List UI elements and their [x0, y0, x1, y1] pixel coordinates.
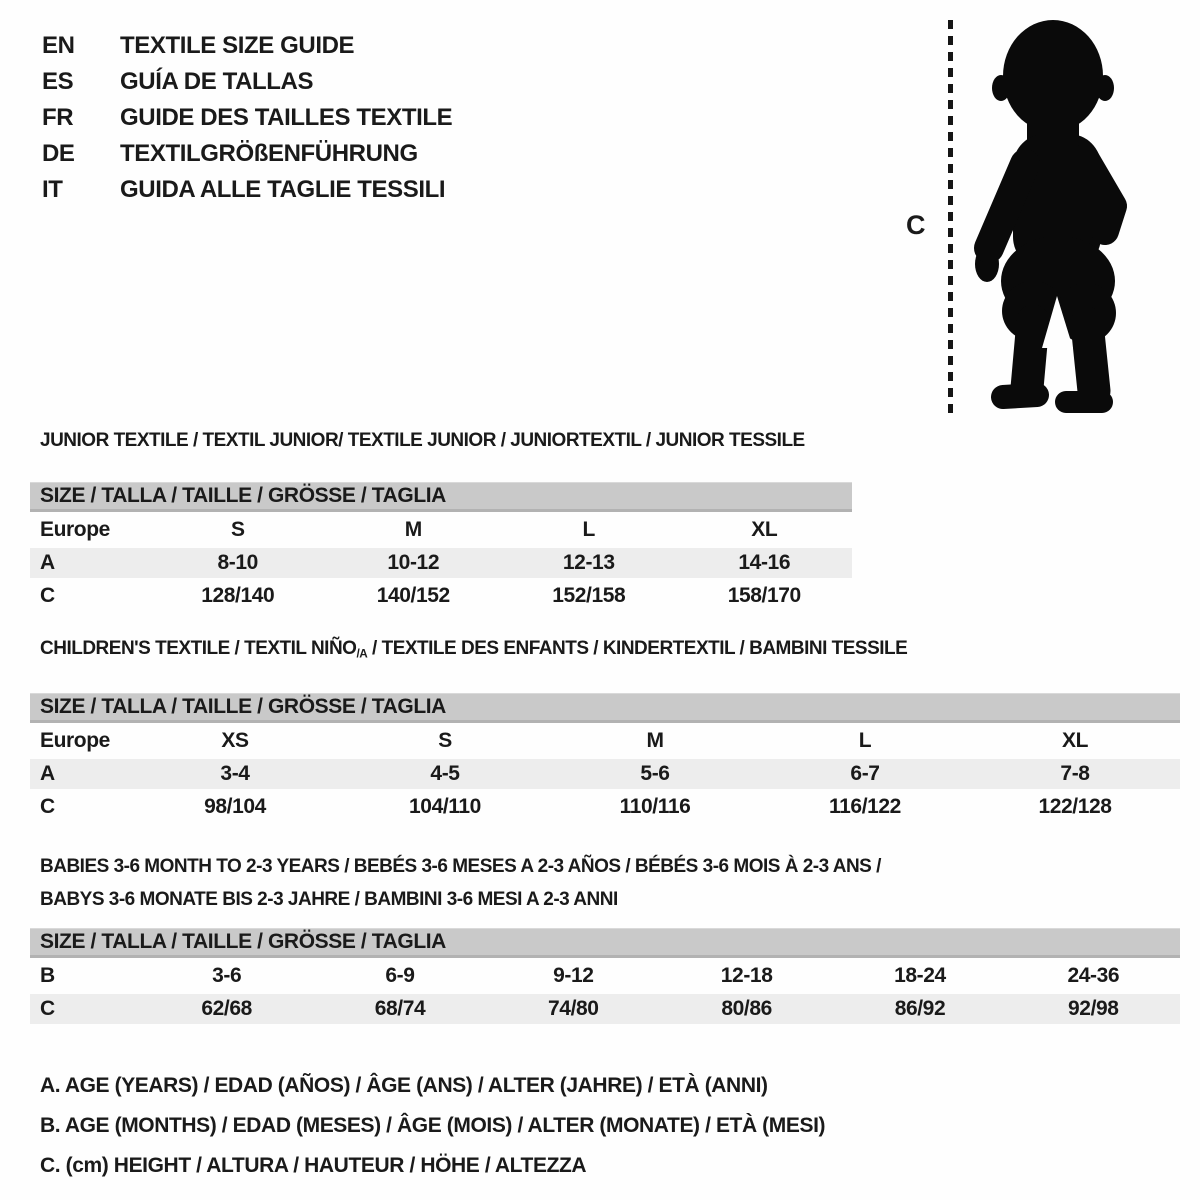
junior-table-title: JUNIOR TEXTILE / TEXTIL JUNIOR/ TEXTILE JUNIOR / JUNIORTEXTIL / JUNIOR TESSILE [40, 430, 805, 451]
children-textile-section [30, 636, 1180, 824]
children-table-title [30, 636, 1180, 667]
value-cell: 122/128 [1038, 794, 1112, 818]
lang-title: GUIDA ALLE TAGLIE TESSILI [120, 176, 446, 203]
babies-textile-section [30, 850, 1180, 1024]
babies-size-table [30, 958, 1180, 1024]
babies-table-title [30, 850, 1180, 916]
junior-size-table [30, 512, 852, 613]
lang-code: EN [42, 32, 75, 59]
value-cell: 24-36 [1067, 964, 1120, 987]
table-row-height [30, 789, 1180, 824]
table-row-europe [30, 723, 1180, 759]
value-cell: 74/80 [548, 997, 599, 1020]
value-cell: 92/98 [1068, 997, 1119, 1020]
size-header-text: SIZE / TALLA / TAILLE / GRÖSSE / TAGLIA [40, 484, 446, 507]
value-cell: 7-8 [1060, 762, 1090, 786]
table-row-age [30, 548, 852, 578]
size-header-text: SIZE / TALLA / TAILLE / GRÖSSE / TAGLIA [40, 695, 446, 719]
height-measure-line [948, 20, 953, 415]
lang-row-es [42, 64, 452, 100]
value-cell: 3-4 [220, 762, 250, 786]
row-label-cell: C [40, 794, 55, 818]
value-cell: L [858, 729, 872, 753]
row-label-cell: A [40, 551, 55, 574]
babies-title-line2: BABYS 3-6 MONATE BIS 2-3 JAHRE / BAMBINI 3-6 MESI A 2-3 ANNI [40, 889, 618, 910]
value-cell: 86/92 [894, 997, 946, 1020]
note-age-years: A. AGE (YEARS) / EDAD (AÑOS) / ÂGE (ANS) / ALTER (JAHRE) / ETÀ (ANNI) [40, 1074, 768, 1097]
value-cell: L [582, 518, 595, 541]
value-cell: S [230, 518, 245, 541]
title-text: CHILDREN'S TEXTILE / TEXTIL NIÑO [40, 638, 357, 659]
lang-code: ES [42, 68, 74, 95]
lang-title: TEXTILE SIZE GUIDE [120, 32, 355, 59]
row-label-cell: C [40, 583, 55, 607]
table-row-age-months [30, 958, 1180, 994]
lang-code: IT [42, 176, 63, 203]
height-measure-label: C [906, 210, 926, 240]
title-text: / TEXTILE DES ENFANTS / KINDERTEXTIL / BAMBINI TESSILE [367, 638, 908, 659]
value-cell: 10-12 [387, 551, 440, 574]
value-cell: 8-10 [217, 551, 258, 574]
value-cell: 140/152 [376, 583, 450, 607]
row-label-cell: A [40, 762, 55, 786]
value-cell: 68/74 [374, 997, 426, 1020]
value-cell: 158/170 [727, 583, 801, 607]
value-cell: 12-13 [562, 551, 615, 574]
lang-title: TEXTILGRÖßENFÜHRUNG [120, 140, 418, 167]
value-cell: 3-6 [212, 964, 242, 987]
value-cell: M [404, 518, 422, 541]
value-cell: 104/110 [409, 794, 481, 818]
children-size-table [30, 723, 1180, 824]
title-subscript: /A [356, 647, 368, 661]
lang-row-en [42, 28, 452, 64]
value-cell: 14-16 [738, 551, 791, 574]
table-row-age [30, 759, 1180, 789]
value-cell: XS [221, 729, 249, 753]
lang-row-it [42, 172, 452, 208]
value-cell: 6-7 [850, 762, 880, 786]
value-cell: XL [751, 518, 778, 541]
table-row-height [30, 578, 852, 613]
table-row-height [30, 994, 1180, 1024]
babies-title-line1: BABIES 3-6 MONTH TO 2-3 YEARS / BEBÉS 3-6 MESES A 2-3 AÑOS / BÉBÉS 3-6 MOIS À 2-3 ANS / [40, 856, 881, 877]
value-cell: 62/68 [201, 997, 252, 1020]
size-header-band [30, 928, 1180, 958]
language-title-list [42, 28, 452, 208]
table-row-europe [30, 512, 852, 548]
value-cell: 5-6 [640, 762, 670, 786]
value-cell: 18-24 [894, 964, 946, 987]
value-cell: 12-18 [720, 964, 773, 987]
value-cell: 98/104 [204, 794, 266, 818]
row-label-cell: C [40, 997, 55, 1020]
value-cell: 110/116 [619, 794, 691, 818]
value-cell: XL [1061, 729, 1089, 753]
lang-row-de [42, 136, 452, 172]
value-cell: M [646, 729, 664, 753]
value-cell: S [438, 729, 452, 753]
note-height-cm: C. (cm) HEIGHT / ALTURA / HAUTEUR / HÖHE / ALTEZZA [40, 1154, 587, 1177]
row-label-cell: Europe [40, 518, 110, 541]
lang-code: FR [42, 104, 74, 131]
row-label-cell: B [40, 964, 55, 987]
toddler-silhouette-figure [963, 14, 1143, 418]
lang-title: GUÍA DE TALLAS [120, 68, 314, 95]
row-label-cell: Europe [40, 729, 110, 753]
value-cell: 6-9 [385, 964, 415, 987]
value-cell: 80/86 [721, 997, 772, 1020]
lang-title: GUIDE DES TAILLES TEXTILE [120, 104, 453, 131]
value-cell: 152/158 [552, 583, 626, 607]
lang-code: DE [42, 140, 75, 167]
size-header-band [30, 693, 1180, 723]
note-age-months: B. AGE (MONTHS) / EDAD (MESES) / ÂGE (MOIS) / ALTER (MONATE) / ETÀ (MESI) [40, 1114, 826, 1137]
junior-textile-section [30, 428, 852, 613]
value-cell: 9-12 [553, 964, 594, 987]
size-header-band [30, 482, 852, 512]
value-cell: 4-5 [430, 762, 460, 786]
legend-notes [40, 1066, 825, 1186]
size-header-text: SIZE / TALLA / TAILLE / GRÖSSE / TAGLIA [40, 930, 446, 953]
value-cell: 116/122 [829, 794, 901, 818]
lang-row-fr [42, 100, 452, 136]
value-cell: 128/140 [201, 583, 275, 607]
